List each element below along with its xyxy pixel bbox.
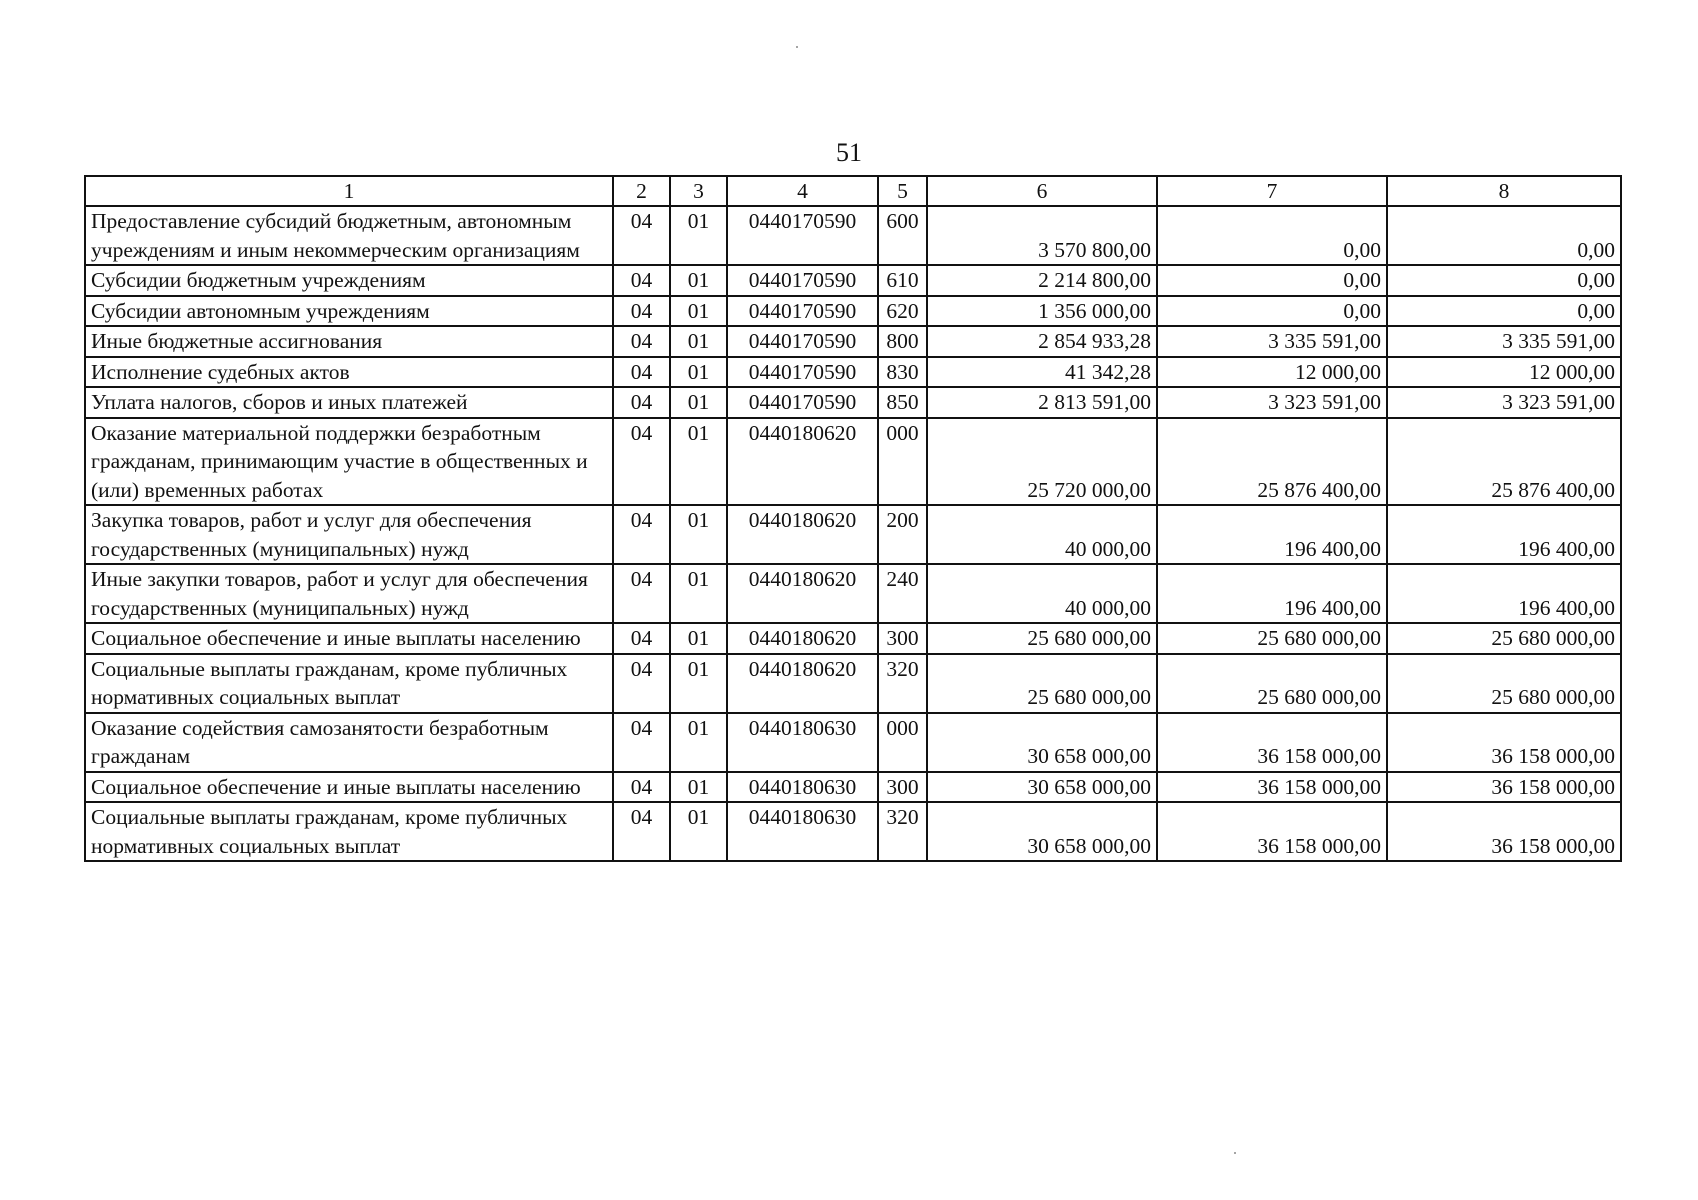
section-code-cell: 04 — [613, 713, 670, 772]
subsection-code-cell: 01 — [670, 623, 727, 654]
amount-col6-cell: 40 000,00 — [927, 564, 1157, 623]
expense-type-cell: 800 — [878, 326, 927, 357]
amount-col8-cell: 0,00 — [1387, 206, 1621, 265]
target-article-cell: 0440170590 — [727, 206, 878, 265]
amount-col6-cell: 30 658 000,00 — [927, 713, 1157, 772]
amount-col8-cell: 3 323 591,00 — [1387, 387, 1621, 418]
expense-type-cell: 300 — [878, 772, 927, 803]
subsection-code-cell: 01 — [670, 296, 727, 327]
column-header: 5 — [878, 176, 927, 206]
target-article-cell: 0440170590 — [727, 387, 878, 418]
item-name-cell: Социальное обеспечение и иные выплаты населению — [85, 772, 613, 803]
table-row — [85, 206, 1621, 265]
amount-col7-cell: 36 158 000,00 — [1157, 772, 1387, 803]
column-header: 8 — [1387, 176, 1621, 206]
section-code-cell: 04 — [613, 326, 670, 357]
column-header: 1 — [85, 176, 613, 206]
subsection-code-cell: 01 — [670, 387, 727, 418]
target-article-cell: 0440180630 — [727, 802, 878, 861]
table-row — [85, 357, 1621, 388]
amount-col7-cell: 196 400,00 — [1157, 564, 1387, 623]
item-name-cell: Иные бюджетные ассигнования — [85, 326, 613, 357]
amount-col7-cell: 36 158 000,00 — [1157, 713, 1387, 772]
amount-col8-cell: 25 680 000,00 — [1387, 623, 1621, 654]
amount-col8-cell: 36 158 000,00 — [1387, 772, 1621, 803]
table-row — [85, 326, 1621, 357]
target-article-cell: 0440170590 — [727, 296, 878, 327]
expense-type-cell: 850 — [878, 387, 927, 418]
amount-col7-cell: 0,00 — [1157, 265, 1387, 296]
amount-col7-cell: 3 335 591,00 — [1157, 326, 1387, 357]
table-row — [85, 418, 1621, 506]
section-code-cell: 04 — [613, 357, 670, 388]
amount-col7-cell: 0,00 — [1157, 296, 1387, 327]
expense-type-cell: 620 — [878, 296, 927, 327]
section-code-cell: 04 — [613, 623, 670, 654]
section-code-cell: 04 — [613, 418, 670, 506]
table-row — [85, 564, 1621, 623]
item-name-cell: Оказание содействия самозанятости безработным гражданам — [85, 713, 613, 772]
section-code-cell: 04 — [613, 265, 670, 296]
budget-table — [84, 175, 1622, 862]
amount-col8-cell: 12 000,00 — [1387, 357, 1621, 388]
target-article-cell: 0440180620 — [727, 564, 878, 623]
target-article-cell: 0440180630 — [727, 713, 878, 772]
target-article-cell: 0440180620 — [727, 418, 878, 506]
amount-col7-cell: 36 158 000,00 — [1157, 802, 1387, 861]
amount-col7-cell: 12 000,00 — [1157, 357, 1387, 388]
column-header: 3 — [670, 176, 727, 206]
subsection-code-cell: 01 — [670, 357, 727, 388]
amount-col8-cell: 196 400,00 — [1387, 505, 1621, 564]
expense-type-cell: 300 — [878, 623, 927, 654]
section-code-cell: 04 — [613, 387, 670, 418]
item-name-cell: Закупка товаров, работ и услуг для обеспечения государственных (муниципальных) нужд — [85, 505, 613, 564]
section-code-cell: 04 — [613, 564, 670, 623]
column-header: 4 — [727, 176, 878, 206]
expense-type-cell: 600 — [878, 206, 927, 265]
amount-col7-cell: 25 680 000,00 — [1157, 654, 1387, 713]
amount-col6-cell: 3 570 800,00 — [927, 206, 1157, 265]
item-name-cell: Иные закупки товаров, работ и услуг для обеспечения государственных (муниципальных) нужд — [85, 564, 613, 623]
amount-col8-cell: 3 335 591,00 — [1387, 326, 1621, 357]
subsection-code-cell: 01 — [670, 772, 727, 803]
expense-type-cell: 240 — [878, 564, 927, 623]
amount-col6-cell: 25 680 000,00 — [927, 654, 1157, 713]
table-row — [85, 713, 1621, 772]
item-name-cell: Субсидии бюджетным учреждениям — [85, 265, 613, 296]
target-article-cell: 0440170590 — [727, 357, 878, 388]
amount-col6-cell: 2 214 800,00 — [927, 265, 1157, 296]
item-name-cell: Социальное обеспечение и иные выплаты населению — [85, 623, 613, 654]
item-name-cell: Предоставление субсидий бюджетным, автономным учреждениям и иным некоммерческим организациям — [85, 206, 613, 265]
item-name-cell: Исполнение судебных актов — [85, 357, 613, 388]
section-code-cell: 04 — [613, 802, 670, 861]
target-article-cell: 0440180620 — [727, 505, 878, 564]
amount-col8-cell: 25 680 000,00 — [1387, 654, 1621, 713]
amount-col7-cell: 25 680 000,00 — [1157, 623, 1387, 654]
column-header: 2 — [613, 176, 670, 206]
amount-col6-cell: 30 658 000,00 — [927, 772, 1157, 803]
amount-col6-cell: 25 720 000,00 — [927, 418, 1157, 506]
amount-col8-cell: 25 876 400,00 — [1387, 418, 1621, 506]
amount-col8-cell: 196 400,00 — [1387, 564, 1621, 623]
subsection-code-cell: 01 — [670, 654, 727, 713]
section-code-cell: 04 — [613, 654, 670, 713]
target-article-cell: 0440170590 — [727, 326, 878, 357]
amount-col7-cell: 196 400,00 — [1157, 505, 1387, 564]
amount-col6-cell: 30 658 000,00 — [927, 802, 1157, 861]
amount-col8-cell: 0,00 — [1387, 265, 1621, 296]
page-number: 51 — [836, 138, 862, 167]
section-code-cell: 04 — [613, 296, 670, 327]
table-row — [85, 802, 1621, 861]
table-row — [85, 265, 1621, 296]
item-name-cell: Субсидии автономным учреждениям — [85, 296, 613, 327]
item-name-cell: Социальные выплаты гражданам, кроме публичных нормативных социальных выплат — [85, 654, 613, 713]
column-header: 6 — [927, 176, 1157, 206]
item-name-cell: Социальные выплаты гражданам, кроме публичных нормативных социальных выплат — [85, 802, 613, 861]
subsection-code-cell: 01 — [670, 326, 727, 357]
amount-col7-cell: 0,00 — [1157, 206, 1387, 265]
expense-type-cell: 610 — [878, 265, 927, 296]
expense-type-cell: 830 — [878, 357, 927, 388]
amount-col8-cell: 36 158 000,00 — [1387, 802, 1621, 861]
target-article-cell: 0440180620 — [727, 623, 878, 654]
section-code-cell: 04 — [613, 206, 670, 265]
expense-type-cell: 200 — [878, 505, 927, 564]
amount-col6-cell: 1 356 000,00 — [927, 296, 1157, 327]
item-name-cell: Оказание материальной поддержки безработным гражданам, принимающим участие в общественных и (или) временных работах — [85, 418, 613, 506]
table-row — [85, 296, 1621, 327]
expense-type-cell: 000 — [878, 713, 927, 772]
expense-type-cell: 320 — [878, 654, 927, 713]
table-row — [85, 654, 1621, 713]
subsection-code-cell: 01 — [670, 206, 727, 265]
amount-col6-cell: 40 000,00 — [927, 505, 1157, 564]
scan-speck — [1234, 1152, 1236, 1154]
section-code-cell: 04 — [613, 505, 670, 564]
table-body — [85, 206, 1621, 861]
amount-col6-cell: 2 813 591,00 — [927, 387, 1157, 418]
target-article-cell: 0440180630 — [727, 772, 878, 803]
expense-type-cell: 000 — [878, 418, 927, 506]
expense-type-cell: 320 — [878, 802, 927, 861]
header-row — [85, 176, 1621, 206]
amount-col6-cell: 41 342,28 — [927, 357, 1157, 388]
table-row — [85, 772, 1621, 803]
subsection-code-cell: 01 — [670, 564, 727, 623]
table-row — [85, 387, 1621, 418]
column-header: 7 — [1157, 176, 1387, 206]
target-article-cell: 0440170590 — [727, 265, 878, 296]
subsection-code-cell: 01 — [670, 713, 727, 772]
subsection-code-cell: 01 — [670, 265, 727, 296]
amount-col7-cell: 3 323 591,00 — [1157, 387, 1387, 418]
subsection-code-cell: 01 — [670, 505, 727, 564]
amount-col6-cell: 2 854 933,28 — [927, 326, 1157, 357]
section-code-cell: 04 — [613, 772, 670, 803]
amount-col8-cell: 36 158 000,00 — [1387, 713, 1621, 772]
amount-col6-cell: 25 680 000,00 — [927, 623, 1157, 654]
subsection-code-cell: 01 — [670, 418, 727, 506]
subsection-code-cell: 01 — [670, 802, 727, 861]
scan-speck — [796, 46, 798, 48]
item-name-cell: Уплата налогов, сборов и иных платежей — [85, 387, 613, 418]
amount-col7-cell: 25 876 400,00 — [1157, 418, 1387, 506]
table-row — [85, 623, 1621, 654]
table-row — [85, 505, 1621, 564]
target-article-cell: 0440180620 — [727, 654, 878, 713]
amount-col8-cell: 0,00 — [1387, 296, 1621, 327]
